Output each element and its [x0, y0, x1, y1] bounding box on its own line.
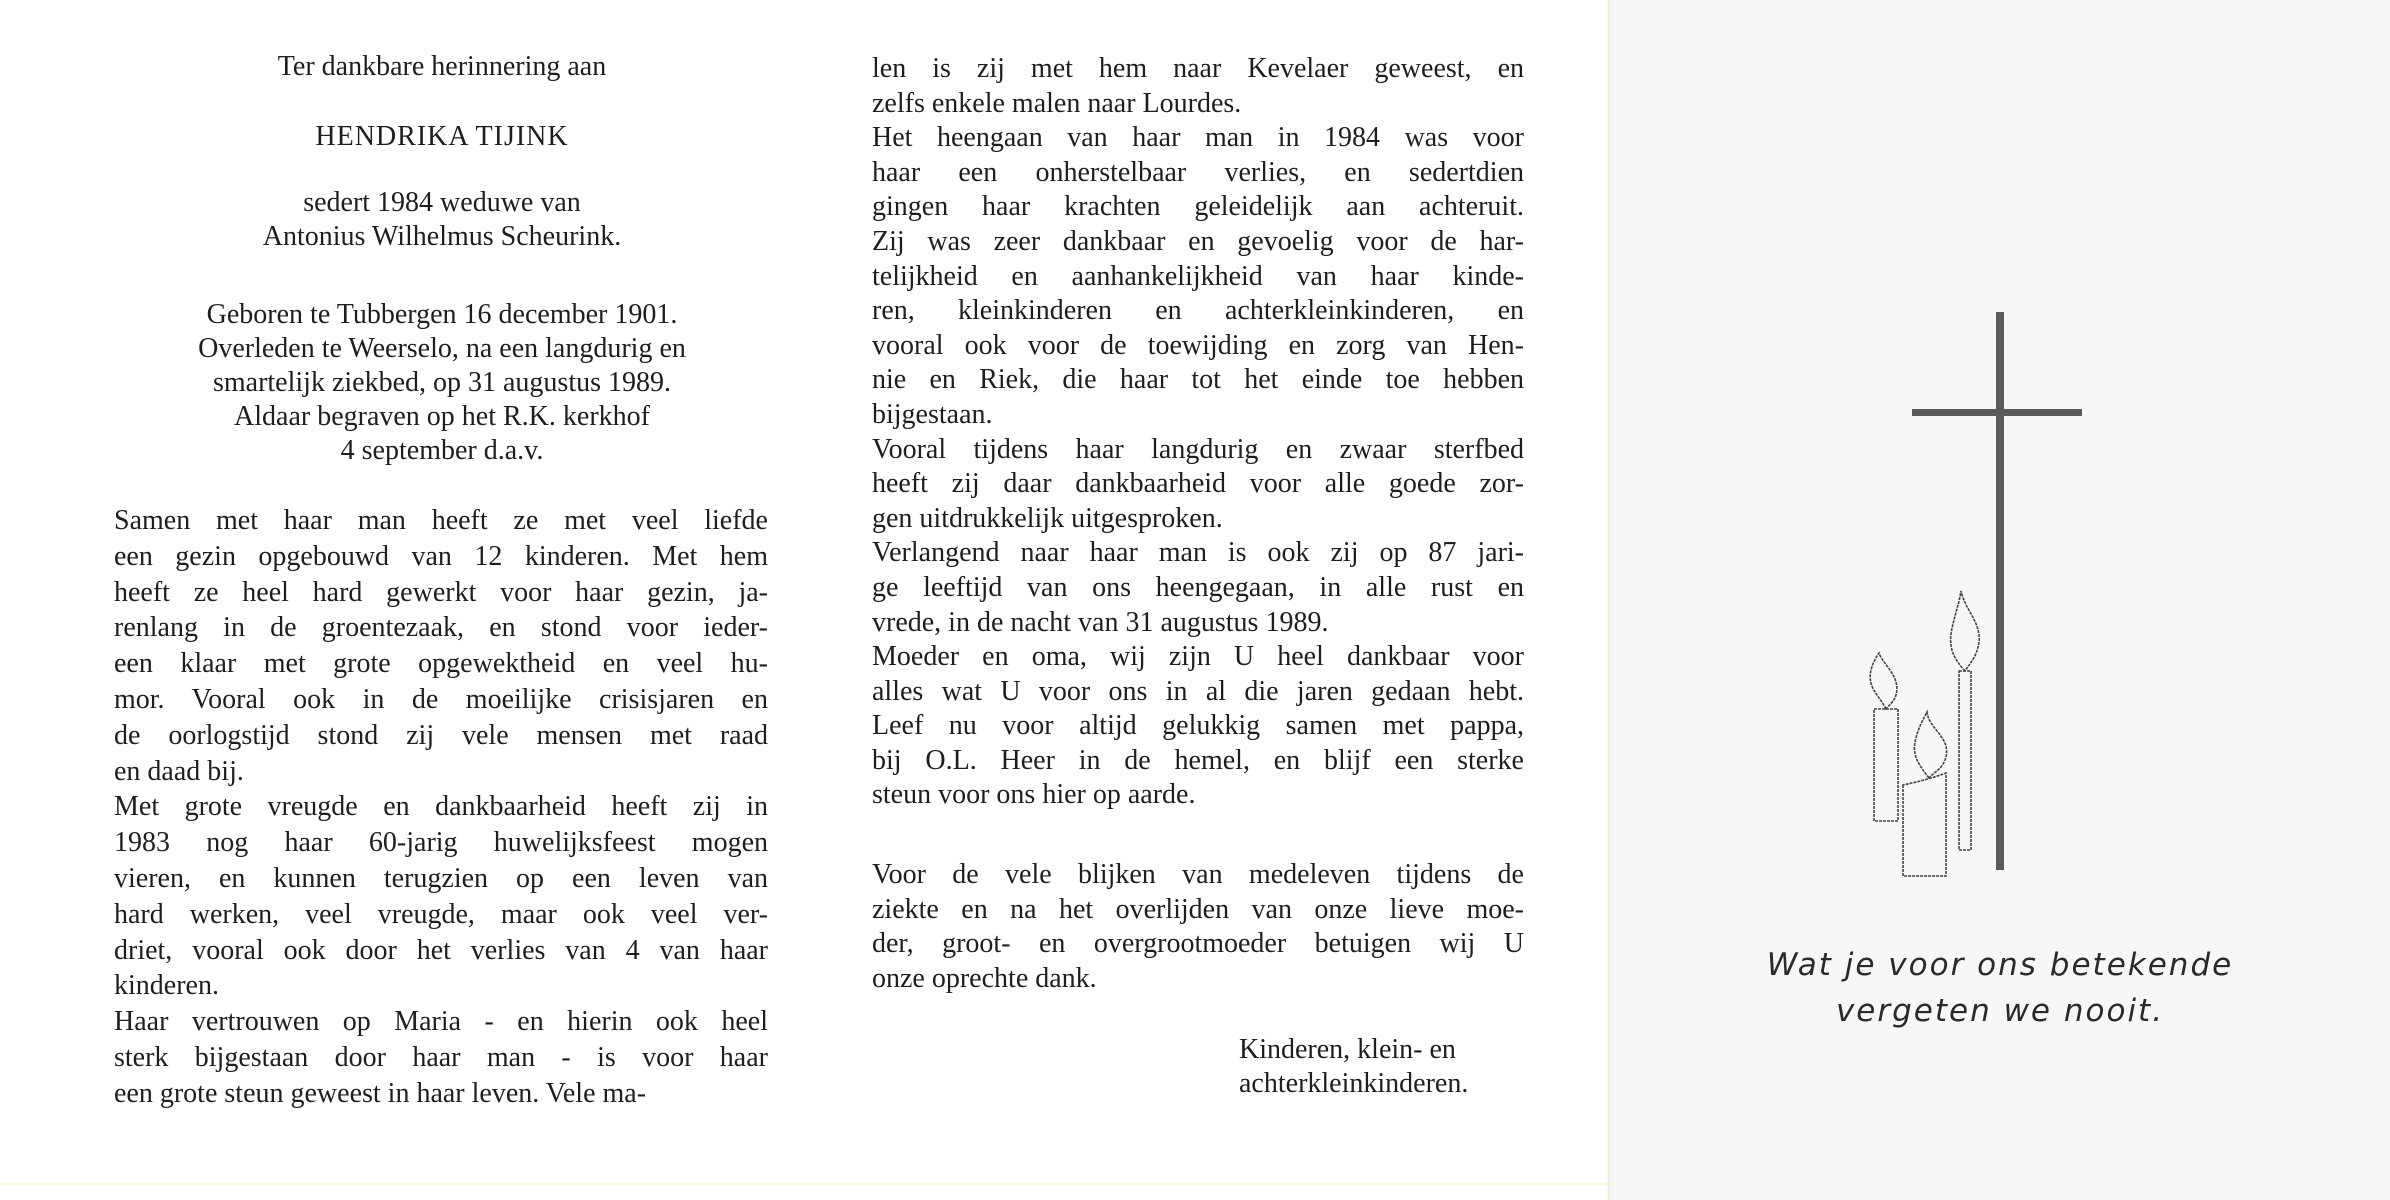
life-dates [114, 298, 770, 468]
text-line: len is zij met hem naar Kevelaer geweest, en [872, 53, 1524, 84]
memorial-image-panel [1608, 0, 2390, 1200]
text-line: nie en Riek, die haar tot het einde toe hebben [872, 364, 1524, 396]
text-line: der, groot- en overgrootmoeder betuigen wij U [872, 928, 1524, 960]
text-line: onze oprechte dank. [872, 962, 1097, 994]
text-line: 4 september d.a.v. [340, 435, 544, 466]
text-line: en daad bij. [114, 755, 244, 787]
text-line: Wat je voor ons betekende [1766, 947, 2234, 983]
text-line: vergeten we nooit. [1835, 993, 2165, 1029]
text-line: ge leeftijd van ons heengegaan, in alle rust en [872, 571, 1524, 603]
cross-icon [1912, 312, 2082, 870]
paragraph [872, 536, 1524, 640]
paragraph [872, 121, 1524, 432]
paragraph [872, 640, 1524, 813]
paragraph [114, 503, 768, 789]
text-line: Samen met haar man heeft ze met veel liefde [114, 505, 768, 536]
text-line: 1983 nog haar 60-jarig huwelijksfeest mogen [114, 827, 768, 859]
text-line: Kinderen, klein- en [1239, 1034, 1456, 1065]
text-line: alles wat U voor ons in al die jaren gedaan hebt. [872, 675, 1524, 707]
candle-left-icon [1870, 653, 1898, 821]
text-line: hard werken, veel vreugde, maar ook veel ver- [114, 898, 768, 930]
candle-middle-icon [1903, 712, 1947, 876]
text-line: ren, kleinkinderen en achterkleinkinderen, en [872, 295, 1524, 327]
text-line: de oorlogstijd stond zij vele mensen met raad [114, 719, 768, 751]
text-line: heeft ze heel hard gewerkt voor haar gezin, ja- [114, 576, 768, 608]
text-line: telijkheid en aanhankelijkheid van haar kinde- [872, 260, 1524, 292]
text-line: heeft zij daar dankbaarheid voor alle goede zor- [872, 468, 1524, 500]
text-line: bij O.L. Heer in de hemel, en blijf een sterke [872, 744, 1524, 776]
paragraph [872, 433, 1524, 537]
text-line: Haar vertrouwen op Maria - en hierin ook heel [114, 1006, 768, 1038]
text-line: driet, vooral ook door het verlies van 4 van haar [114, 934, 768, 966]
text-line: kinderen. [114, 970, 219, 1002]
text-line: Verlangend naar haar man is ook zij op 87 jari- [872, 537, 1524, 569]
signature [1239, 1033, 1468, 1101]
text-line: Met grote vreugde en dankbaarheid heeft zij in [114, 791, 768, 823]
text-line: renlang in de groentezaak, en stond voor ieder- [114, 612, 768, 644]
text-line: Het heengaan van haar man in 1984 was voor [872, 122, 1524, 154]
text-line: Aldaar begraven op het R.K. kerkhof [234, 401, 650, 432]
text-line: Leef nu voor altijd gelukkig samen met pappa, [872, 710, 1524, 742]
text-line: een grote steun geweest in haar leven. Vele ma- [114, 1077, 647, 1109]
text-line: Geboren te Tubbergen 16 december 1901. [206, 299, 678, 330]
text-line: gingen haar krachten geleidelijk aan achteruit. [872, 191, 1524, 223]
text-line: Overleden te Weerselo, na een langdurig en [198, 333, 686, 364]
text-line: een klaar met grote opgewektheid en veel hu- [114, 648, 768, 680]
page-edge [0, 1183, 1608, 1185]
widow-lines [114, 186, 770, 254]
card-edge [1607, 0, 1610, 1200]
paragraph [114, 1004, 768, 1111]
text-line: sedert 1984 weduwe van [303, 187, 581, 218]
verse [1609, 942, 2390, 1034]
text-line: gen uitdrukkelijk uitgesproken. [872, 502, 1223, 534]
text-line: haar een onherstelbaar verlies, en sedertdien [872, 156, 1524, 188]
deceased-name: HENDRIKA TIJINK [315, 121, 569, 152]
text-line: vieren, en kunnen terugzien op een leven van [114, 862, 768, 894]
thanks-paragraph [872, 858, 1524, 996]
paragraph [872, 52, 1524, 121]
biography-middle [872, 52, 1524, 813]
text-line: sterk bijgestaan door haar man - is voor haar [114, 1041, 768, 1073]
paragraph [114, 789, 768, 1004]
text-line: smartelijk ziekbed, op 31 augustus 1989. [212, 367, 672, 398]
intro-line: Ter dankbare herinnering aan [277, 51, 607, 82]
text-line: zelfs enkele malen naar Lourdes. [872, 87, 1242, 119]
memorial-header [114, 50, 770, 468]
candle-tall-icon [1951, 591, 1980, 850]
text-line: vooral ook voor de toewijding en zorg van Hen- [872, 329, 1524, 361]
text-line: bijgestaan. [872, 398, 993, 430]
text-line: Voor de vele blijken van medeleven tijdens de [872, 859, 1524, 890]
text-line: mor. Vooral ook in de moeilijke crisisjaren en [114, 683, 768, 715]
paragraph [872, 858, 1524, 996]
text-line: Antonius Wilhelmus Scheurink. [262, 221, 622, 252]
text-line: Zij was zeer dankbaar en gevoelig voor de har- [872, 225, 1524, 257]
biography-left [114, 503, 768, 1112]
text-line: Moeder en oma, wij zijn U heel dankbaar voor [872, 641, 1524, 673]
text-line: Vooral tijdens haar langdurig en zwaar sterfbed [872, 433, 1524, 465]
text-line: achterkleinkinderen. [1239, 1068, 1469, 1099]
text-line: ziekte en na het overlijden van onze lieve moe- [872, 893, 1524, 925]
text-line: vrede, in de nacht van 31 augustus 1989. [872, 606, 1329, 638]
text-line: steun voor ons hier op aarde. [872, 779, 1196, 811]
text-line: een gezin opgebouwd van 12 kinderen. Met hem [114, 540, 768, 572]
